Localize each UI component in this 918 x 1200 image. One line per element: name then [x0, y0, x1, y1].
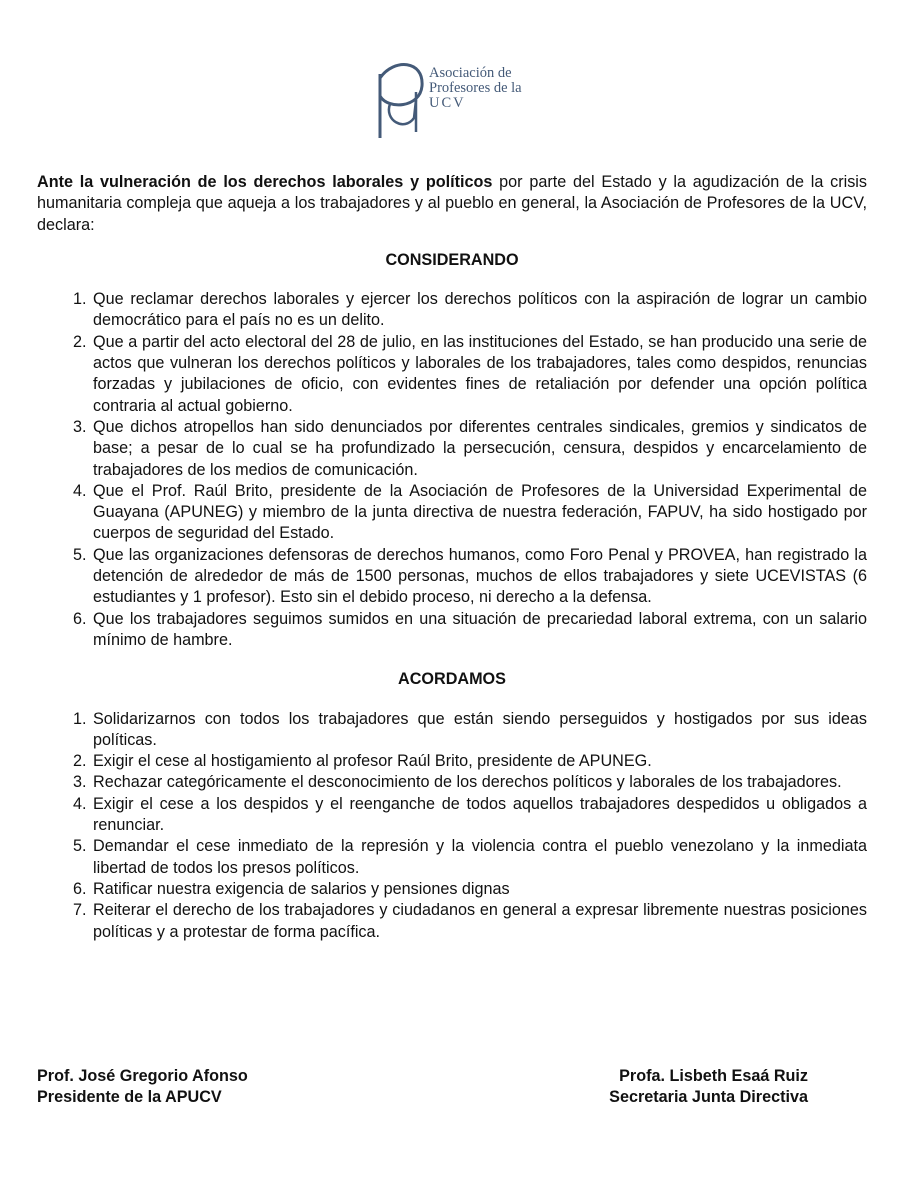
signature-left-name: Prof. José Gregorio Afonso [37, 1067, 248, 1085]
logo-line-3: UCV [429, 95, 466, 111]
acordamos-item: 2. Exigir el cese al hostigamiento al profesor Raúl Brito, presidente de APUNEG. [91, 751, 867, 772]
considerando-item: 1. Que reclamar derechos laborales y ejercer los derechos políticos con la aspiración de lograr un cambio democrático para el país no es un delito. [91, 289, 867, 332]
intro-bold: Ante la vulneración de los derechos laborales y políticos [37, 173, 493, 191]
apucv-logo-mark [374, 52, 428, 142]
apucv-logo [374, 52, 554, 142]
intro-paragraph [37, 172, 867, 236]
considerando-item: 4. Que el Prof. Raúl Brito, presidente de la Asociación de Profesores de la Universidad Experimental de Guayana (APUNEG) y miembro de la junta directiva de nuestra federación, FAPUV, ha sido hostigado por cuerpos de seguridad del Estado. [91, 481, 867, 545]
logo-line-1: Asociación de [429, 65, 512, 81]
considerando-item: 6. Que los trabajadores seguimos sumidos en una situación de precariedad laboral extrema, con un salario mínimo de hambre. [91, 609, 867, 652]
acordamos-item: 7. Reiterar el derecho de los trabajadores y ciudadanos en general a expresar libremente nuestras posiciones políticas y a protestar de forma pacífica. [91, 900, 867, 943]
considerando-list [37, 289, 867, 651]
acordamos-item: 4. Exigir el cese a los despidos y el reenganche de todos aquellos trabajadores despedidos u obligados a renunciar. [91, 794, 867, 837]
intro-rest: por parte del Estado y la agudización de la crisis humanitaria compleja que aqueja a los trabajadores y al pueblo en general, la Asociación de Profesores de la UCV, declara: [37, 173, 867, 234]
considerando-item: 5. Que las organizaciones defensoras de derechos humanos, como Foro Penal y PROVEA, han registrado la detención de alrededor de más de 1500 personas, muchos de ellos trabajadores y siete UCEVISTAS (6 estudiantes y 1 profesor). Esto sin el debido proceso, ni derecho a la defensa. [91, 545, 867, 609]
considerando-heading: CONSIDERANDO [385, 250, 519, 269]
signature-left [37, 1066, 248, 1108]
acordamos-item: 1. Solidarizarnos con todos los trabajadores que están siendo perseguidos y hostigados por sus ideas políticas. [91, 709, 867, 752]
logo-line-2: Profesores de la [429, 80, 522, 96]
acordamos-list [37, 709, 867, 943]
document-body [37, 172, 867, 943]
acordamos-item: 3. Rechazar categóricamente el desconocimiento de los derechos políticos y laborales de los trabajadores. [91, 772, 867, 793]
acordamos-item: 6. Ratificar nuestra exigencia de salarios y pensiones dignas [91, 879, 867, 900]
considerando-item: 2. Que a partir del acto electoral del 28 de julio, en las instituciones del Estado, se han producido una serie de actos que vulneran los derechos políticos y laborales de los trabajadores, tales como despidos, renuncias forzadas y jubilaciones de oficio, con evidentes fines de retaliación por defender una opción política contraria al actual gobierno. [91, 332, 867, 417]
signature-right [609, 1066, 808, 1108]
signature-left-title: Presidente de la APUCV [37, 1088, 222, 1106]
signature-right-name: Profa. Lisbeth Esaá Ruiz [619, 1067, 808, 1085]
logo-wordmark [429, 66, 522, 111]
considerando-item: 3. Que dichos atropellos han sido denunciados por diferentes centrales sindicales, gremios y sindicatos de base; a pesar de lo cual se ha profundizado la persecución, censura, despidos y encarcelamiento de trabajadores de los medios de comunicación. [91, 417, 867, 481]
acordamos-item: 5. Demandar el cese inmediato de la represión y la violencia contra el pueblo venezolano y la inmediata libertad de todos los presos políticos. [91, 836, 867, 879]
signature-right-title: Secretaria Junta Directiva [609, 1088, 808, 1106]
acordamos-heading: ACORDAMOS [398, 670, 506, 689]
